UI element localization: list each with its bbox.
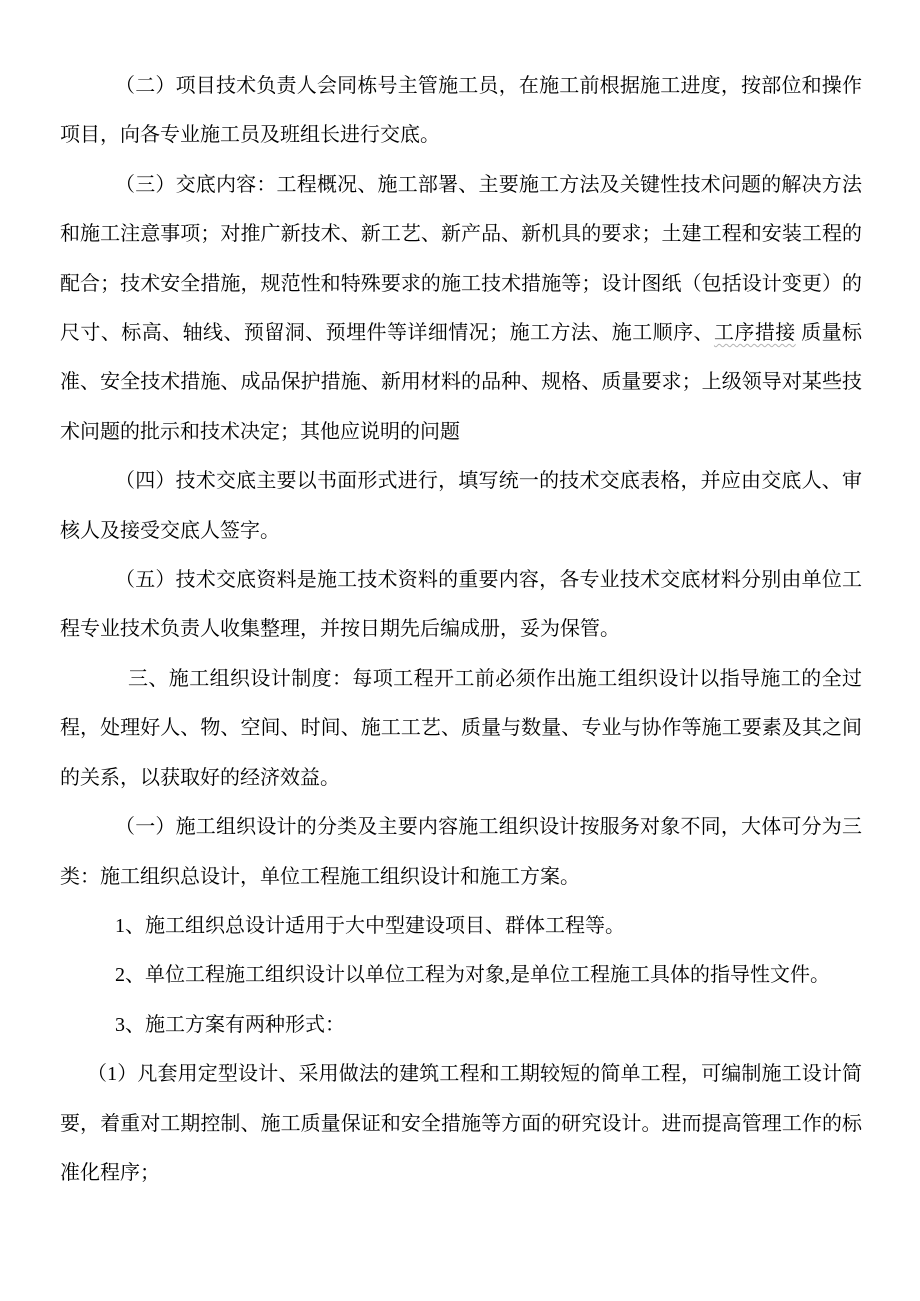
paragraph-sublist-item-1: （1）凡套用定型设计、采用做法的建筑工程和工期较短的简单工程，可编制施工设计简要，着重对工期控制、施工质量保证和安全措施等方面的研究设计。进而提高管理工作的标准化程序； [60,1063,862,1184]
paragraph-item-4: （四）技术交底主要以书面形式进行，填写统一的技术交底表格，并应由交底人、审核人及接受交底人签字。 [60,470,862,542]
paragraph-item-3 [60,161,862,457]
paragraph-list-item-2: 2、单位工程施工组织设计以单位工程为对象,是单位工程施工具体的指导性文件。 [115,964,830,987]
paragraph-section-3: 三、施工组织设计制度：每项工程开工前必须作出施工组织设计以指导施工的全过程，处理好人、物、空间、时间、施工工艺、质量与数量、专业与协作等施工要素及其之间的关系，以获取好的经济效益。 [60,667,862,789]
paragraph-text: （三）交底内容：工程概况、施工部署、主要施工方法及关键性技术问题的解决方法和施工注意事项；对推广新技术、新工艺、新产品、新机具的要求；土建工程和安装工程的配合；技术安全措施，规范性和特殊要求的施工技术措施等；设计图纸（包括设计变更）的尺寸、标高、轴线、预留洞、预埋件等详细情况；施工方法、施工顺序、 [60,173,862,345]
paragraph-text: 质量标准、安全技术措施、成品保护措施、新用材料的品种、规格、质量要求；上级领导对某些技术问题的批示和技术决定；其他应说明的问题 [60,322,863,443]
paragraph-item-5: （五）技术交底资料是施工技术资料的重要内容，各专业技术交底材料分别由单位工程专业技术负责人收集整理，并按日期先后编成册，妥为保管。 [60,569,862,641]
paragraph-list-item-1: 1、施工组织总设计适用于大中型建设项目、群体工程等。 [115,914,625,937]
paragraph-item-2: （二）项目技术负责人会同栋号主管施工员，在施工前根据施工进度，按部位和操作项目，向各专业施工员及班组长进行交底。 [60,75,862,147]
paragraph-subsection-1: （一）施工组织设计的分类及主要内容施工组织设计按服务对象不同，大体可分为三类：施工组织总设计，单位工程施工组织设计和施工方案。 [60,816,862,888]
paragraph-list-item-3: 3、施工方案有两种形式： [115,1013,345,1036]
proofing-marked-text: 工序措接 [713,322,796,345]
